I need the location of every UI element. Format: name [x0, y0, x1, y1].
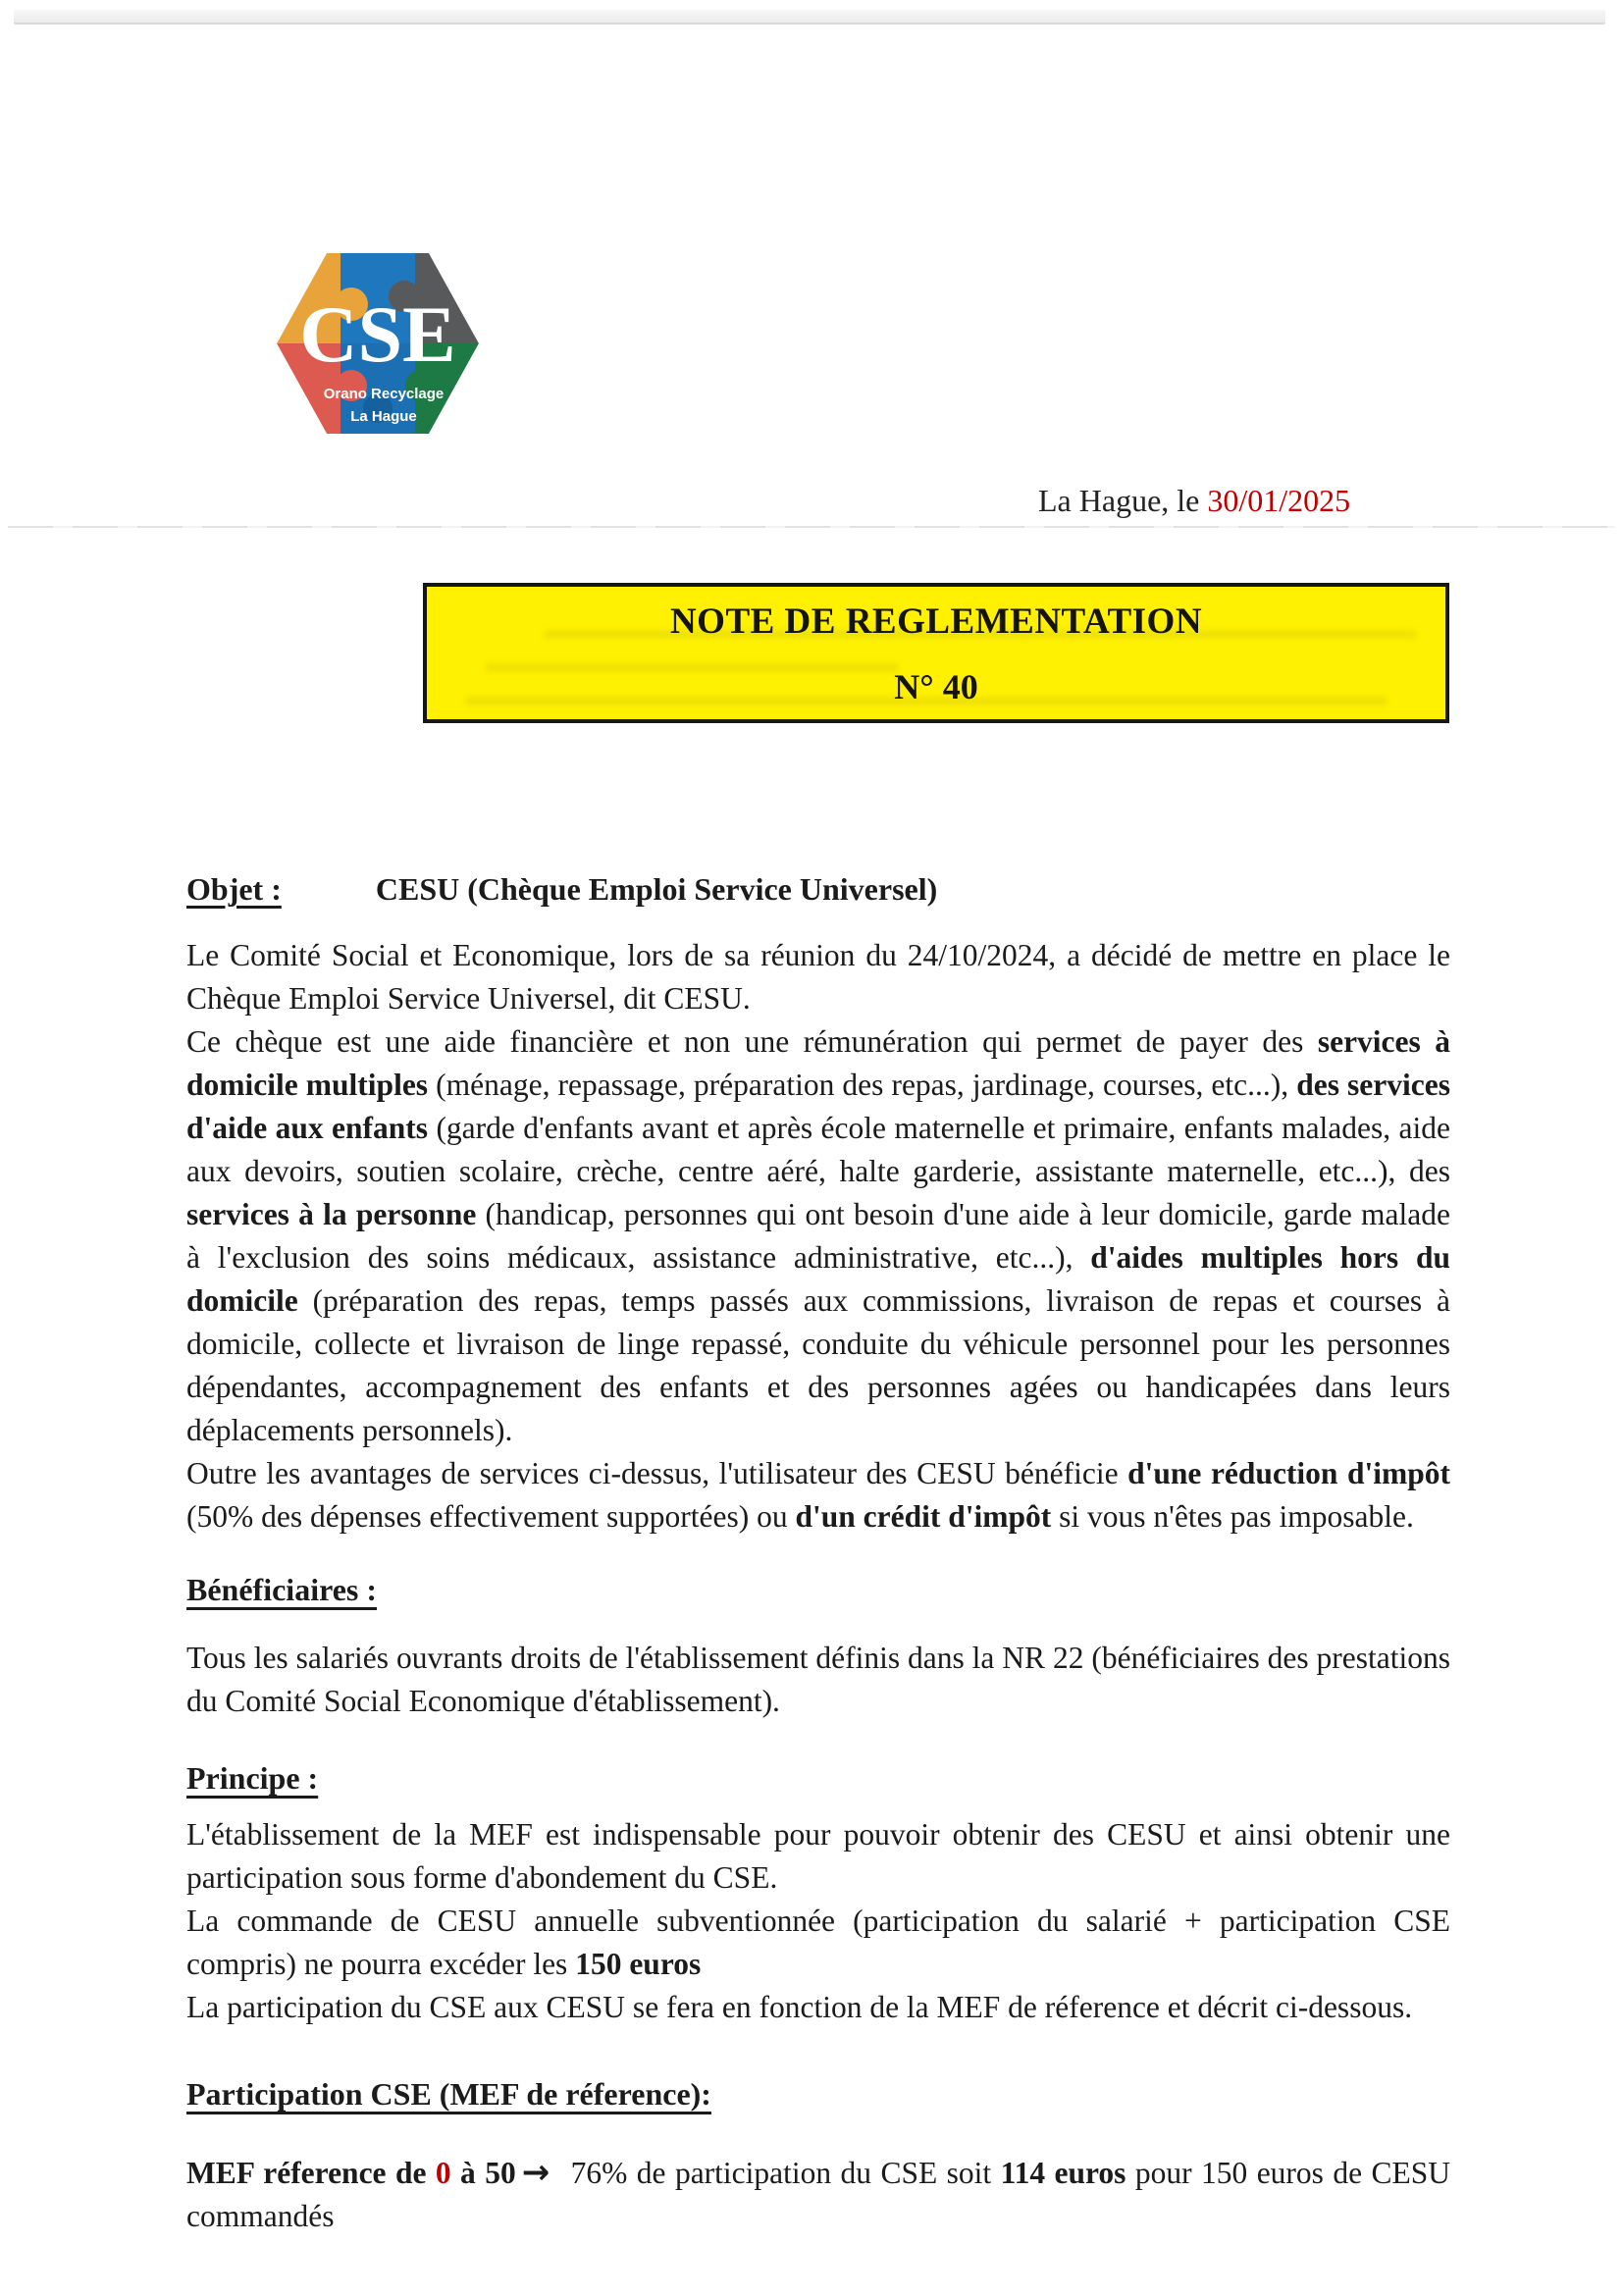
heading-participation: Participation CSE (MEF de réference):: [186, 2076, 711, 2112]
text-segment: L'établissement de la MEF est indispensable pour pouvoir obtenir des CESU et ainsi obtenir une participation sous forme d'abondement du CSE.: [186, 1817, 1450, 1895]
date-place: La Hague, le: [1038, 483, 1208, 518]
text-segment: à 50: [450, 2156, 516, 2190]
objet-label: Objet :: [186, 871, 282, 907]
heading-beneficiaires: Bénéficiaires :: [186, 1572, 378, 1607]
text-segment: des services d'aide aux enfants: [186, 1068, 1450, 1145]
paragraph-intro: [186, 934, 1450, 1020]
text-segment: si vous n'êtes pas imposable.: [1051, 1499, 1414, 1534]
text-segment: 76% de participation du CSE soit: [561, 2156, 1001, 2190]
paragraph-principe-1: [186, 1813, 1450, 1900]
paragraph-principe-2: [186, 1900, 1450, 1986]
text-segment: 0: [435, 2156, 451, 2190]
text-segment: Le Comité Social et Economique, lors de sa réunion du 24/10/2024, a décidé de mettre en place le Chèque Emploi Service Universel, dit CESU.: [186, 938, 1450, 1016]
paragraph-mef-reference: [186, 2151, 1450, 2238]
text-segment: (handicap, personnes qui ont besoin d'une aide à leur domicile, garde malade à l'exclusion des soins médicaux, assistance administrative, etc...),: [186, 1197, 1450, 1275]
scan-artifact-line: [8, 526, 1615, 528]
paragraph-services: [186, 1020, 1450, 1452]
paragraph-avantages: [186, 1452, 1450, 1539]
text-segment: pour 150 euros de CESU commandés: [186, 2156, 1451, 2233]
text-segment: (préparation des repas, temps passés aux commissions, livraison de repas et courses à domicile, collecte et livraison de linge repassé, conduite du véhicule personnel pour les personnes dépendantes, accompagnement des enfants et des personnes agées ou handicapées dans leurs déplacements personnels).: [186, 1283, 1450, 1447]
text-segment: d'aides multiples hors du domicile: [186, 1240, 1450, 1318]
cse-hexagon-icon: [276, 241, 480, 445]
text-segment: d'une réduction d'impôt: [1127, 1456, 1450, 1490]
date-line: [1038, 483, 1350, 519]
paragraph-principe-3: [186, 1986, 1450, 2029]
text-segment: d'un crédit d'impôt: [795, 1499, 1052, 1534]
text-segment: Outre les avantages de services ci-dessus, l'utilisateur des CESU bénéficie: [186, 1456, 1128, 1490]
paragraph-beneficiaires: [186, 1637, 1450, 1723]
text-segment: services à domicile multiples: [186, 1024, 1450, 1102]
note-number: N° 40: [894, 667, 978, 706]
text-segment: MEF réference de: [186, 2156, 436, 2190]
text-segment: (50% des dépenses effectivement supportées) ou: [186, 1499, 796, 1534]
objet-line: [186, 867, 1450, 911]
text-segment: 114 euros: [1000, 2156, 1126, 2190]
text-segment: (garde d'enfants avant et après école maternelle et primaire, enfants malades, aide aux devoirs, soutien scolaire, crèche, centre aéré, halte garderie, assistante maternelle, etc...), des: [186, 1111, 1450, 1188]
text-segment: Tous les salariés ouvrants droits de l'établissement définis dans la NR 22 (bénéficiaires des prestations du Comité Social Economique d'établissement).: [186, 1641, 1450, 1718]
text-segment: (ménage, repassage, préparation des repas, jardinage, courses, etc...),: [428, 1068, 1297, 1102]
logo-acronym: CSE: [299, 289, 456, 379]
note-title-box: [423, 583, 1449, 723]
text-segment: services à la personne: [186, 1197, 477, 1231]
cse-logo: [276, 241, 480, 445]
text-segment: →: [521, 2153, 550, 2192]
text-segment: Ce chèque est une aide financière et non une rémunération qui permet de payer des: [186, 1024, 1318, 1059]
objet-value: CESU (Chèque Emploi Service Universel): [375, 871, 938, 907]
note-title: NOTE DE REGLEMENTATION: [669, 601, 1203, 642]
logo-org-line2: La Hague: [350, 408, 417, 425]
text-segment: La participation du CSE aux CESU se fera en fonction de la MEF de réference et décrit ci-dessous.: [186, 1990, 1413, 2024]
bleed-through-artifact: [486, 663, 898, 672]
logo-org-line1: Orano Recyclage: [323, 386, 445, 402]
document-body: [186, 867, 1450, 2238]
text-segment: La commande de CESU annuelle subventionnée (participation du salarié + participation CSE compris) ne pourra excéder les: [186, 1904, 1450, 1981]
date-value: 30/01/2025: [1207, 483, 1351, 518]
heading-principe: Principe :: [186, 1760, 319, 1796]
scan-shadow-top: [14, 10, 1605, 25]
text-segment: 150 euros: [575, 1947, 702, 1981]
